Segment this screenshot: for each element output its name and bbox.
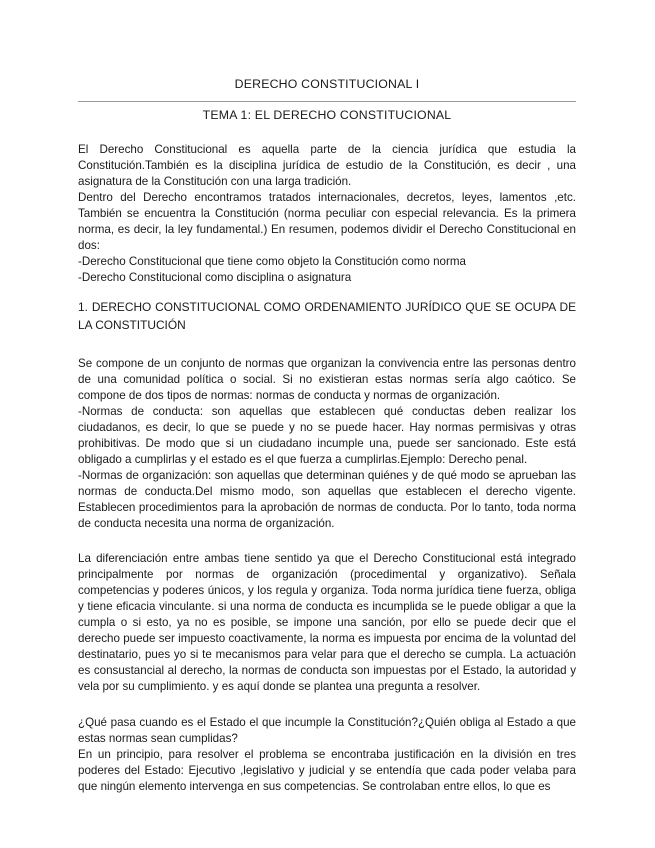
section-1-paragraph-1: Se compone de un conjunto de normas que organizan la convivencia entre las personas dentro de una comunidad política o social. Si no existieran estas normas sería algo caótico. Se compone de dos tipos de normas: normas de conducta y normas de organización.	[78, 357, 576, 402]
section-1-body	[78, 356, 576, 532]
section-2-body	[78, 551, 576, 695]
intro-section	[78, 142, 576, 286]
document-title: DERECHO CONSTITUCIONAL I	[234, 77, 420, 91]
intro-list-item-1: -Derecho Constitucional que tiene como objeto la Constitución como norma	[78, 255, 466, 268]
intro-list-item-2: -Derecho Constitucional como disciplina o asignatura	[78, 271, 352, 284]
section-3-body	[78, 715, 576, 795]
section-1-paragraph-2: -Normas de conducta: son aquellas que establecen qué conductas deben realizar los ciudadanos, es decir, lo que se puede y no se puede hacer. Hay normas permisivas y otras prohibitivas. De modo que si un ciudadano incumple una, puede ser sancionado. Este está obligado a cumplirlas y el estado es el que fuerza a cumplirlas.Ejemplo: Derecho penal.	[78, 405, 576, 466]
section-3-paragraph-1: ¿Qué pasa cuando es el Estado el que incumple la Constitución?¿Quién obliga al Estado a que estas normas sean cumplidas?	[78, 716, 576, 745]
title-divider	[78, 101, 576, 102]
intro-paragraph-2: Dentro del Derecho encontramos tratados internacionales, decretos, leyes, lamentos ,etc. También se encuentra la Constitución (norma peculiar con especial relevancia. Es la primera norma, es decir, la ley fundamental.) En resumen, podemos dividir el Derecho Constitucional en dos:	[78, 191, 576, 252]
section-3-paragraph-2: En un principio, para resolver el problema se encontraba justificación en la división en tres poderes del Estado: Ejecutivo ,legislativo y judicial y se entendía que cada poder velaba para que ningún elemento intervenga en sus competencias. Se controlaban entre ellos, lo que es	[78, 748, 576, 793]
section-1-paragraph-3: -Normas de organización: son aquellas que determinan quiénes y de qué modo se aprueban las normas de conducta.Del mismo modo, son aquellas que establecen el derecho vigente. Establecen procedimientos para la aprobación de normas de conducta. Por lo tanto, toda norma de conducta necesita una norma de organización.	[78, 469, 576, 530]
topic-title: TEMA 1: EL DERECHO CONSTITUCIONAL	[202, 108, 452, 122]
section-2-paragraph-1: La diferenciación entre ambas tiene sentido ya que el Derecho Constitucional está integrado principalmente por normas de organización (procedimental y organizativo). Señala competencias y poderes únicos, y los regula y organiza. Toda norma jurídica tiene fuerza, obliga y tiene eficacia vinculante. si una norma de conducta es incumplida se le puede obligar a que la cumpla o si esto, ya no es posible, se impone una sanción, por ello se puede decir que el derecho puede ser impuesto coactivamente, la norma es impuesta por encima de la voluntad del destinatario, pues yo si te mecanismos para velar para que el derecho se cumpla. La actuación es consustancial al derecho, la normas de conducta son impuestas por el Estado, la autoridad y vela por su cumplimiento. y es aquí donde se plantea una pregunta a resolver.	[78, 552, 576, 693]
section-1-heading: 1. DERECHO CONSTITUCIONAL COMO ORDENAMIENTO JURÍDICO QUE SE OCUPA DE LA CONSTITUCIÓN	[78, 300, 576, 332]
document-page	[78, 76, 576, 795]
intro-paragraph-1: El Derecho Constitucional es aquella parte de la ciencia jurídica que estudia la Constitución.También es la disciplina jurídica de estudio de la Constitución, es decir , una asignatura de la Constitución con una larga tradición.	[78, 143, 576, 188]
